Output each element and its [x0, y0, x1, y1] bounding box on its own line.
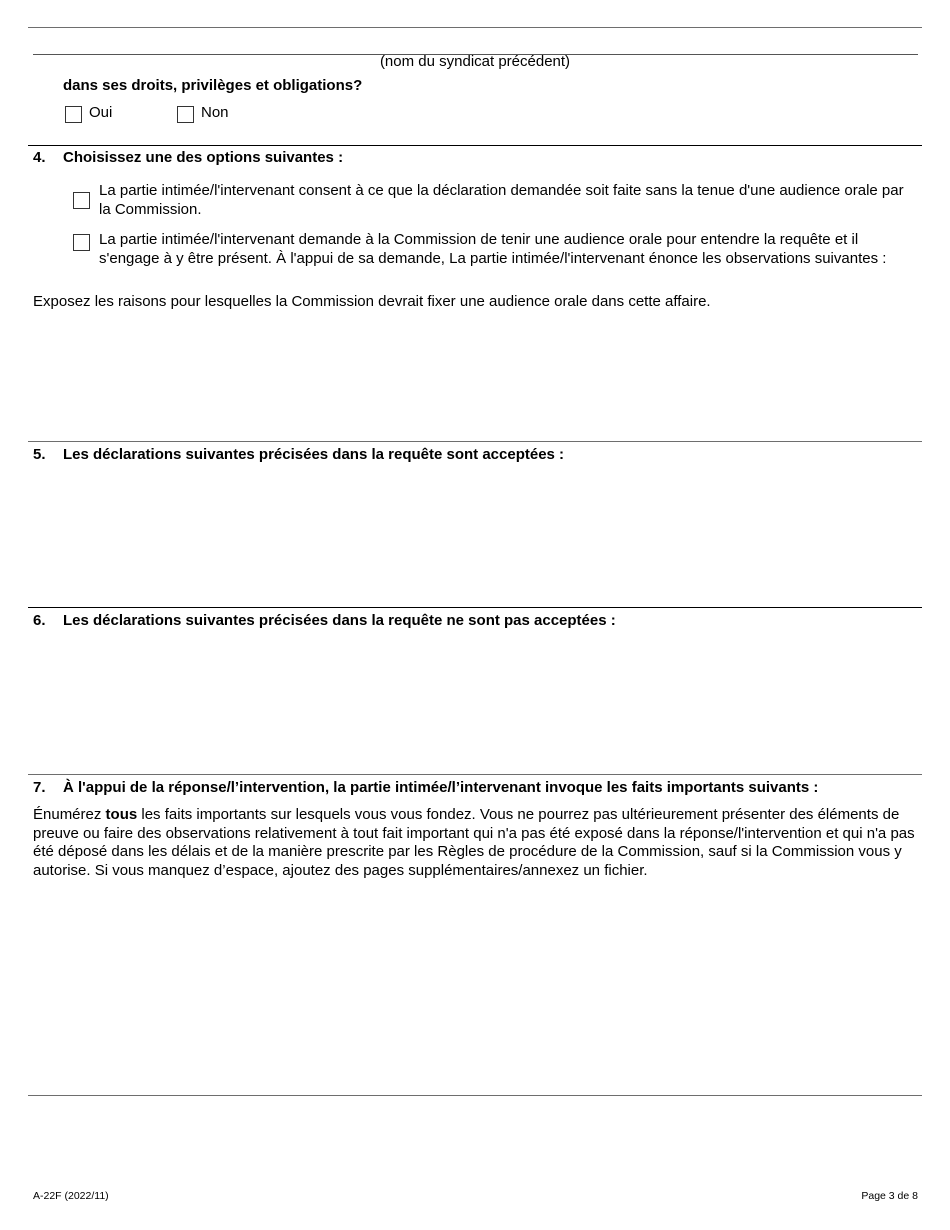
section7-divider: [28, 774, 922, 775]
instructions-rest: les faits importants sur lesquels vous vous fondez. Vous ne pourrez pas ultérieurement présenter des éléments de preuve ou faire des observations relativement à tout fait important qui n'a pas été exposé dans la réponse/l'intervention et qui n'a pas été déposé dans les délais et de la manière prescrite par les Règles de procédure de la Commission, sauf si la Commission vous y autorise. Si vous manquez d’espace, ajoutez des pages supplémentaires/annexez un fichier.: [33, 806, 915, 879]
bottom-divider: [28, 1095, 922, 1096]
top-divider: [28, 27, 922, 28]
material-facts-textarea[interactable]: [33, 885, 918, 1090]
section6-number: 6.: [33, 612, 46, 629]
section7-heading: [33, 779, 818, 796]
section5-number: 5.: [33, 446, 46, 463]
section7-title: À l'appui de la réponse/l’intervention, la partie intimée/l’intervenant invoque les faits importants suivants :: [63, 779, 819, 796]
no-label: Non: [201, 104, 229, 121]
accepted-declarations-textarea[interactable]: [33, 470, 918, 602]
section5-heading: [33, 446, 564, 463]
section7-number: 7.: [33, 779, 46, 796]
instructions-emphasis: tous: [105, 806, 138, 823]
option-hearing-text: La partie intimée/l'intervenant demande à la Commission de tenir une audience orale pour entendre la requête et il s'engage à y être présent. À l'appui de sa demande, La partie intimée/l'intervenant énonce les observations suivantes :: [99, 231, 887, 267]
hearing-reasons-textarea[interactable]: [33, 316, 918, 436]
material-facts-instructions: [33, 806, 918, 880]
section5-divider: [28, 441, 922, 442]
section6-title: Les déclarations suivantes précisées dans la requête ne sont pas acceptées :: [63, 612, 616, 629]
instructions-lead: Énumérez: [33, 806, 106, 823]
section4-heading: [33, 149, 343, 166]
yes-label: Oui: [89, 104, 113, 121]
request-oral-hearing-checkbox[interactable]: [73, 234, 90, 251]
section4-number: 4.: [33, 149, 46, 166]
page-number: Page 3 de 8: [861, 1190, 918, 1202]
form-code: A-22F (2022/11): [33, 1190, 109, 1202]
no-checkbox[interactable]: [177, 106, 194, 123]
hearing-reasons-instructions: Exposez les raisons pour lesquelles la Commission devrait fixer une audience orale dans cette affaire.: [33, 293, 711, 310]
rejected-declarations-textarea[interactable]: [33, 636, 918, 768]
section6-heading: [33, 612, 616, 629]
consent-no-hearing-checkbox[interactable]: [73, 192, 90, 209]
section4-title: Choisissez une des options suivantes :: [63, 149, 344, 166]
rights-question: dans ses droits, privilèges et obligations?: [63, 77, 363, 94]
prev-union-caption: (nom du syndicat précédent): [379, 53, 571, 70]
yes-checkbox[interactable]: [65, 106, 82, 123]
option-consent-text: La partie intimée/l'intervenant consent à ce que la déclaration demandée soit faite sans la tenue d'une audience orale par la Commission.: [99, 182, 904, 218]
section5-title: Les déclarations suivantes précisées dans la requête sont acceptées :: [63, 446, 565, 463]
section4-divider: [28, 145, 922, 146]
section6-divider: [28, 607, 922, 608]
